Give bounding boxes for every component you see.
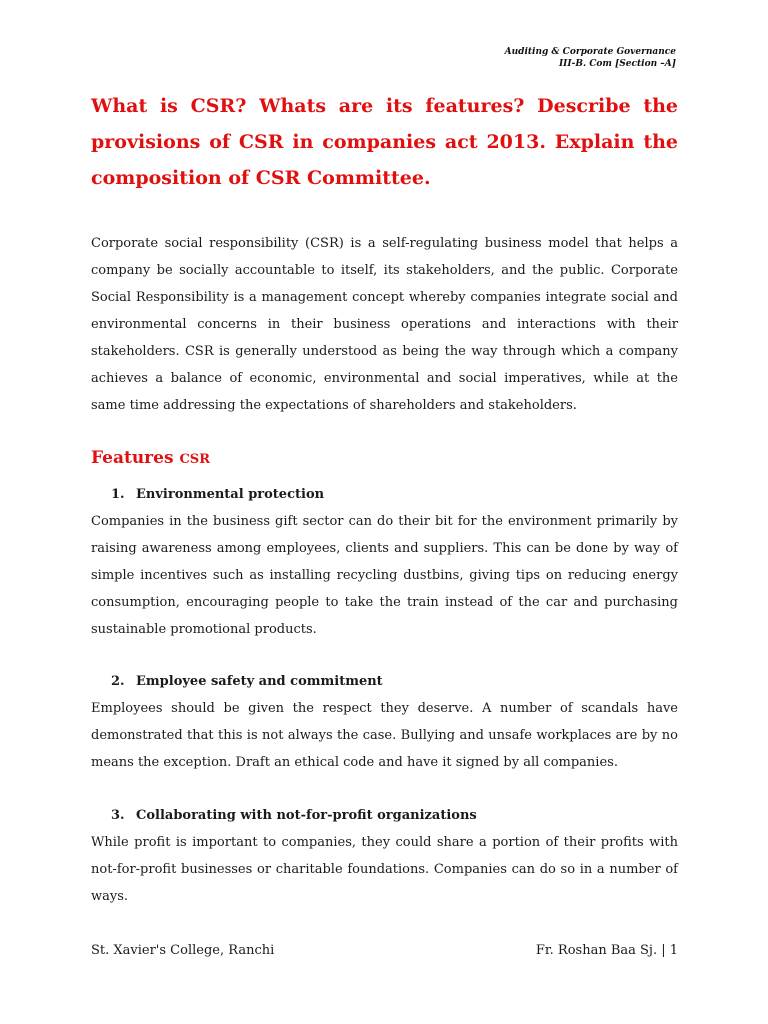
feature-1-label: Environmental protection — [136, 487, 325, 502]
features-heading-text: Features — [91, 448, 174, 468]
page-footer — [91, 943, 678, 958]
intro-paragraph: Corporate social responsibility (CSR) is a self-regulating business model that helps a company be socially accountable to itself, its stakeholders, and the public. Corporate Social Responsibility is a management concept whereby companies integrate social and environmental concerns in their business operations and interactions with their stakeholders. CSR is generally understood as being the way through which a company achieves a balance of economic, environmental and social imperatives, while at the same time addressing the expectations of shareholders and stakeholders. — [91, 236, 678, 413]
feature-1-number: 1. — [111, 487, 125, 502]
footer-author-page: Fr. Roshan Baa Sj. | 1 — [535, 943, 678, 958]
page-title: What is CSR? Whats are its features? Describe the provisions of CSR in companies act 2013. Explain the composition of CSR Committee. — [91, 95, 678, 189]
feature-1-title — [111, 486, 324, 504]
feature-1-body: Companies in the business gift sector can do their bit for the environment primarily by raising awareness among employees, clients and suppliers. This can be done by way of simple incentives such as installing recycling dustbins, giving tips on reducing energy consumption, encouraging people to take the train instead of the car and purchasing sustainable promotional products. — [91, 514, 678, 637]
feature-3-number: 3. — [111, 808, 125, 823]
feature-3-title — [111, 807, 477, 825]
feature-3-label: Collaborating with not-for-profit organizations — [136, 808, 477, 823]
feature-2-label: Employee safety and commitment — [136, 674, 383, 689]
header-course: Auditing & Corporate Governance — [504, 47, 676, 57]
feature-3-body: While profit is important to companies, they could share a portion of their profits with not-for-profit businesses or charitable foundations. Companies can do so in a number of ways. — [91, 835, 678, 904]
features-heading-csr: CSR — [179, 452, 210, 467]
header-class: III-B. Com [Section –A] — [558, 59, 676, 69]
feature-2-title — [111, 673, 383, 691]
features-heading — [91, 448, 210, 468]
feature-2-body: Employees should be given the respect they deserve. A number of scandals have demonstrated that this is not always the case. Bullying and unsafe workplaces are by no means the exception. Draft an ethical code and have it signed by all companies. — [91, 701, 678, 770]
page-header — [505, 46, 676, 70]
footer-college: St. Xavier's College, Ranchi — [91, 943, 275, 958]
feature-2-number: 2. — [111, 674, 125, 689]
